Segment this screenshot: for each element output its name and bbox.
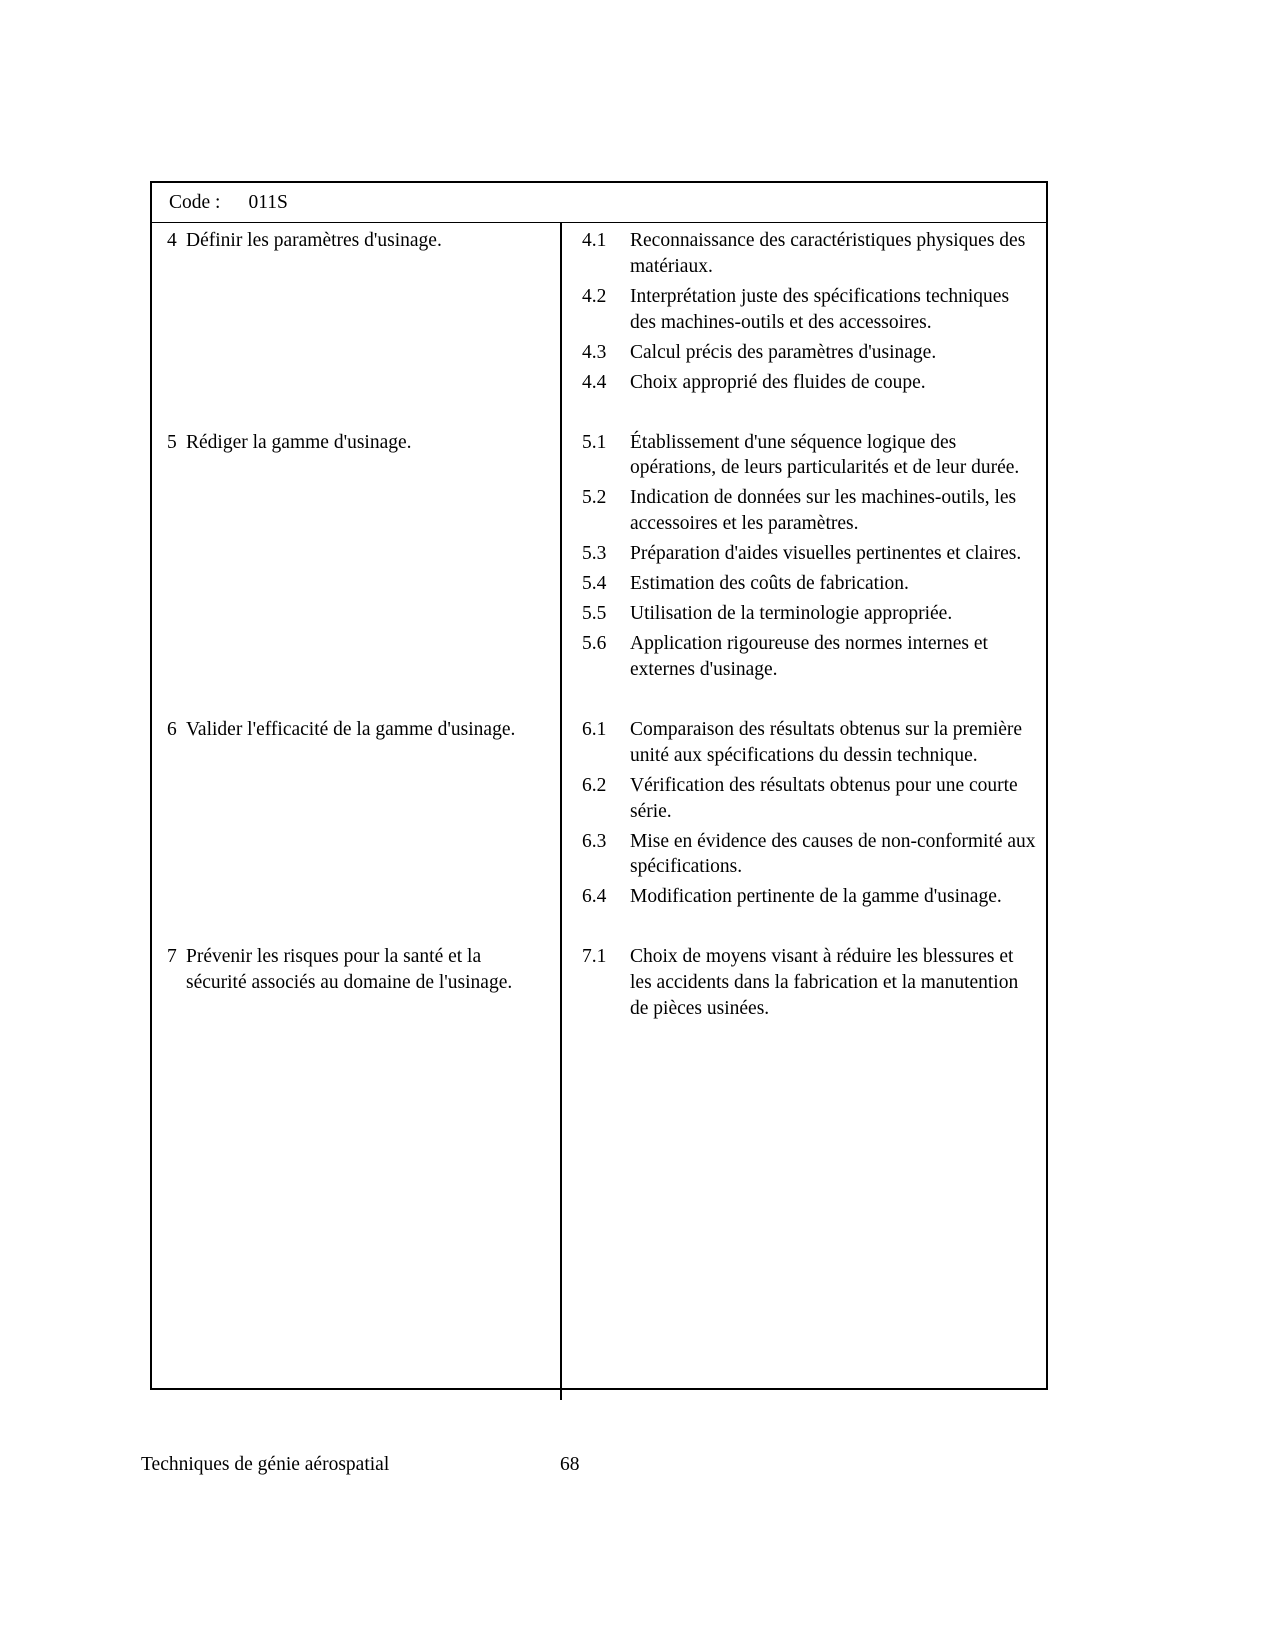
criterion-number: 6.4 <box>582 886 607 908</box>
criteria-list <box>560 717 1046 914</box>
criteria-list <box>560 944 1046 1026</box>
criterion-number: 5.2 <box>582 487 607 509</box>
objective-row <box>152 717 1046 914</box>
criteria-list <box>560 430 1046 687</box>
criterion-text: Estimation des coûts de fabrication. <box>630 573 909 595</box>
objective-row <box>152 228 1046 400</box>
criterion-text: Comparaison des résultats obtenus sur la première unité aux spécifications du dessin technique. <box>630 718 1023 766</box>
criterion-item <box>582 944 1046 1022</box>
criterion-item <box>582 829 1046 881</box>
criterion-number: 7.1 <box>582 946 607 968</box>
criteria-list <box>560 228 1046 400</box>
objective-number: 5 <box>167 431 177 453</box>
objective-number: 7 <box>167 946 177 968</box>
criterion-number: 4.2 <box>582 285 607 307</box>
criterion-item <box>582 717 1046 769</box>
objective-cell <box>152 717 560 914</box>
footer-page-number: 68 <box>560 1454 580 1475</box>
criterion-item <box>582 340 1046 366</box>
criterion-item <box>582 773 1046 825</box>
criterion-number: 5.4 <box>582 573 607 595</box>
column-divider <box>560 223 562 1400</box>
criterion-text: Interprétation juste des spécifications techniques des machines-outils et des accessoires. <box>630 285 1010 333</box>
objective-row <box>152 430 1046 687</box>
objective-cell <box>152 228 560 400</box>
criterion-number: 6.2 <box>582 774 607 796</box>
criterion-text: Indication de données sur les machines-outils, les accessoires et les paramètres. <box>630 487 1017 535</box>
code-header-row <box>152 183 1046 223</box>
criterion-item <box>582 601 1046 627</box>
criterion-item <box>582 541 1046 567</box>
criterion-text: Choix de moyens visant à réduire les blessures et les accidents dans la fabrication et la manutention de pièces usinées. <box>630 946 1019 1020</box>
objective-number: 4 <box>167 230 177 251</box>
criterion-item <box>582 485 1046 537</box>
objective-text: Rédiger la gamme d'usinage. <box>186 431 412 453</box>
criterion-text: Vérification des résultats obtenus pour une courte série. <box>630 774 1018 822</box>
objective-row <box>152 944 1046 1026</box>
footer-document-title: Techniques de génie aérospatial <box>141 1454 390 1475</box>
criterion-number: 5.3 <box>582 543 607 565</box>
criterion-text: Préparation d'aides visuelles pertinentes et claires. <box>630 543 1022 565</box>
objective-text: Valider l'efficacité de la gamme d'usinage. <box>186 718 516 740</box>
criterion-item <box>582 370 1046 396</box>
criterion-number: 6.3 <box>582 830 607 852</box>
criterion-item <box>582 884 1046 910</box>
criterion-item <box>582 571 1046 597</box>
criterion-item <box>582 284 1046 336</box>
criterion-text: Application rigoureuse des normes internes et externes d'usinage. <box>630 632 988 680</box>
objective-number: 6 <box>167 718 177 740</box>
criterion-item <box>582 430 1046 482</box>
objective-text: Prévenir les risques pour la santé et la sécurité associés au domaine de l'usinage. <box>186 946 513 994</box>
table-body <box>152 223 1046 1388</box>
criterion-text: Calcul précis des paramètres d'usinage. <box>630 341 937 363</box>
criterion-text: Modification pertinente de la gamme d'usinage. <box>630 886 1002 908</box>
criterion-number: 4.4 <box>582 371 607 393</box>
criterion-number: 5.6 <box>582 632 607 654</box>
code-label: Code : <box>169 191 221 213</box>
criterion-text: Mise en évidence des causes de non-conformité aux spécifications. <box>630 830 1036 878</box>
criterion-item <box>582 228 1046 280</box>
objective-text: Définir les paramètres d'usinage. <box>186 230 442 251</box>
objective-cell <box>152 944 560 1026</box>
criterion-number: 5.1 <box>582 431 607 453</box>
criterion-number: 4.1 <box>582 230 607 251</box>
criterion-number: 5.5 <box>582 603 607 625</box>
criterion-number: 6.1 <box>582 718 607 740</box>
criterion-item <box>582 631 1046 683</box>
criterion-text: Utilisation de la terminologie appropriée. <box>630 603 953 625</box>
objective-cell <box>152 430 560 687</box>
objectives-table <box>150 181 1048 1390</box>
code-value: 011S <box>248 191 288 213</box>
criterion-text: Reconnaissance des caractéristiques physiques des matériaux. <box>630 230 1026 277</box>
criterion-text: Établissement d'une séquence logique des opérations, de leurs particularités et de leur durée. <box>630 431 1020 479</box>
criterion-number: 4.3 <box>582 341 607 363</box>
criterion-text: Choix approprié des fluides de coupe. <box>630 371 926 393</box>
